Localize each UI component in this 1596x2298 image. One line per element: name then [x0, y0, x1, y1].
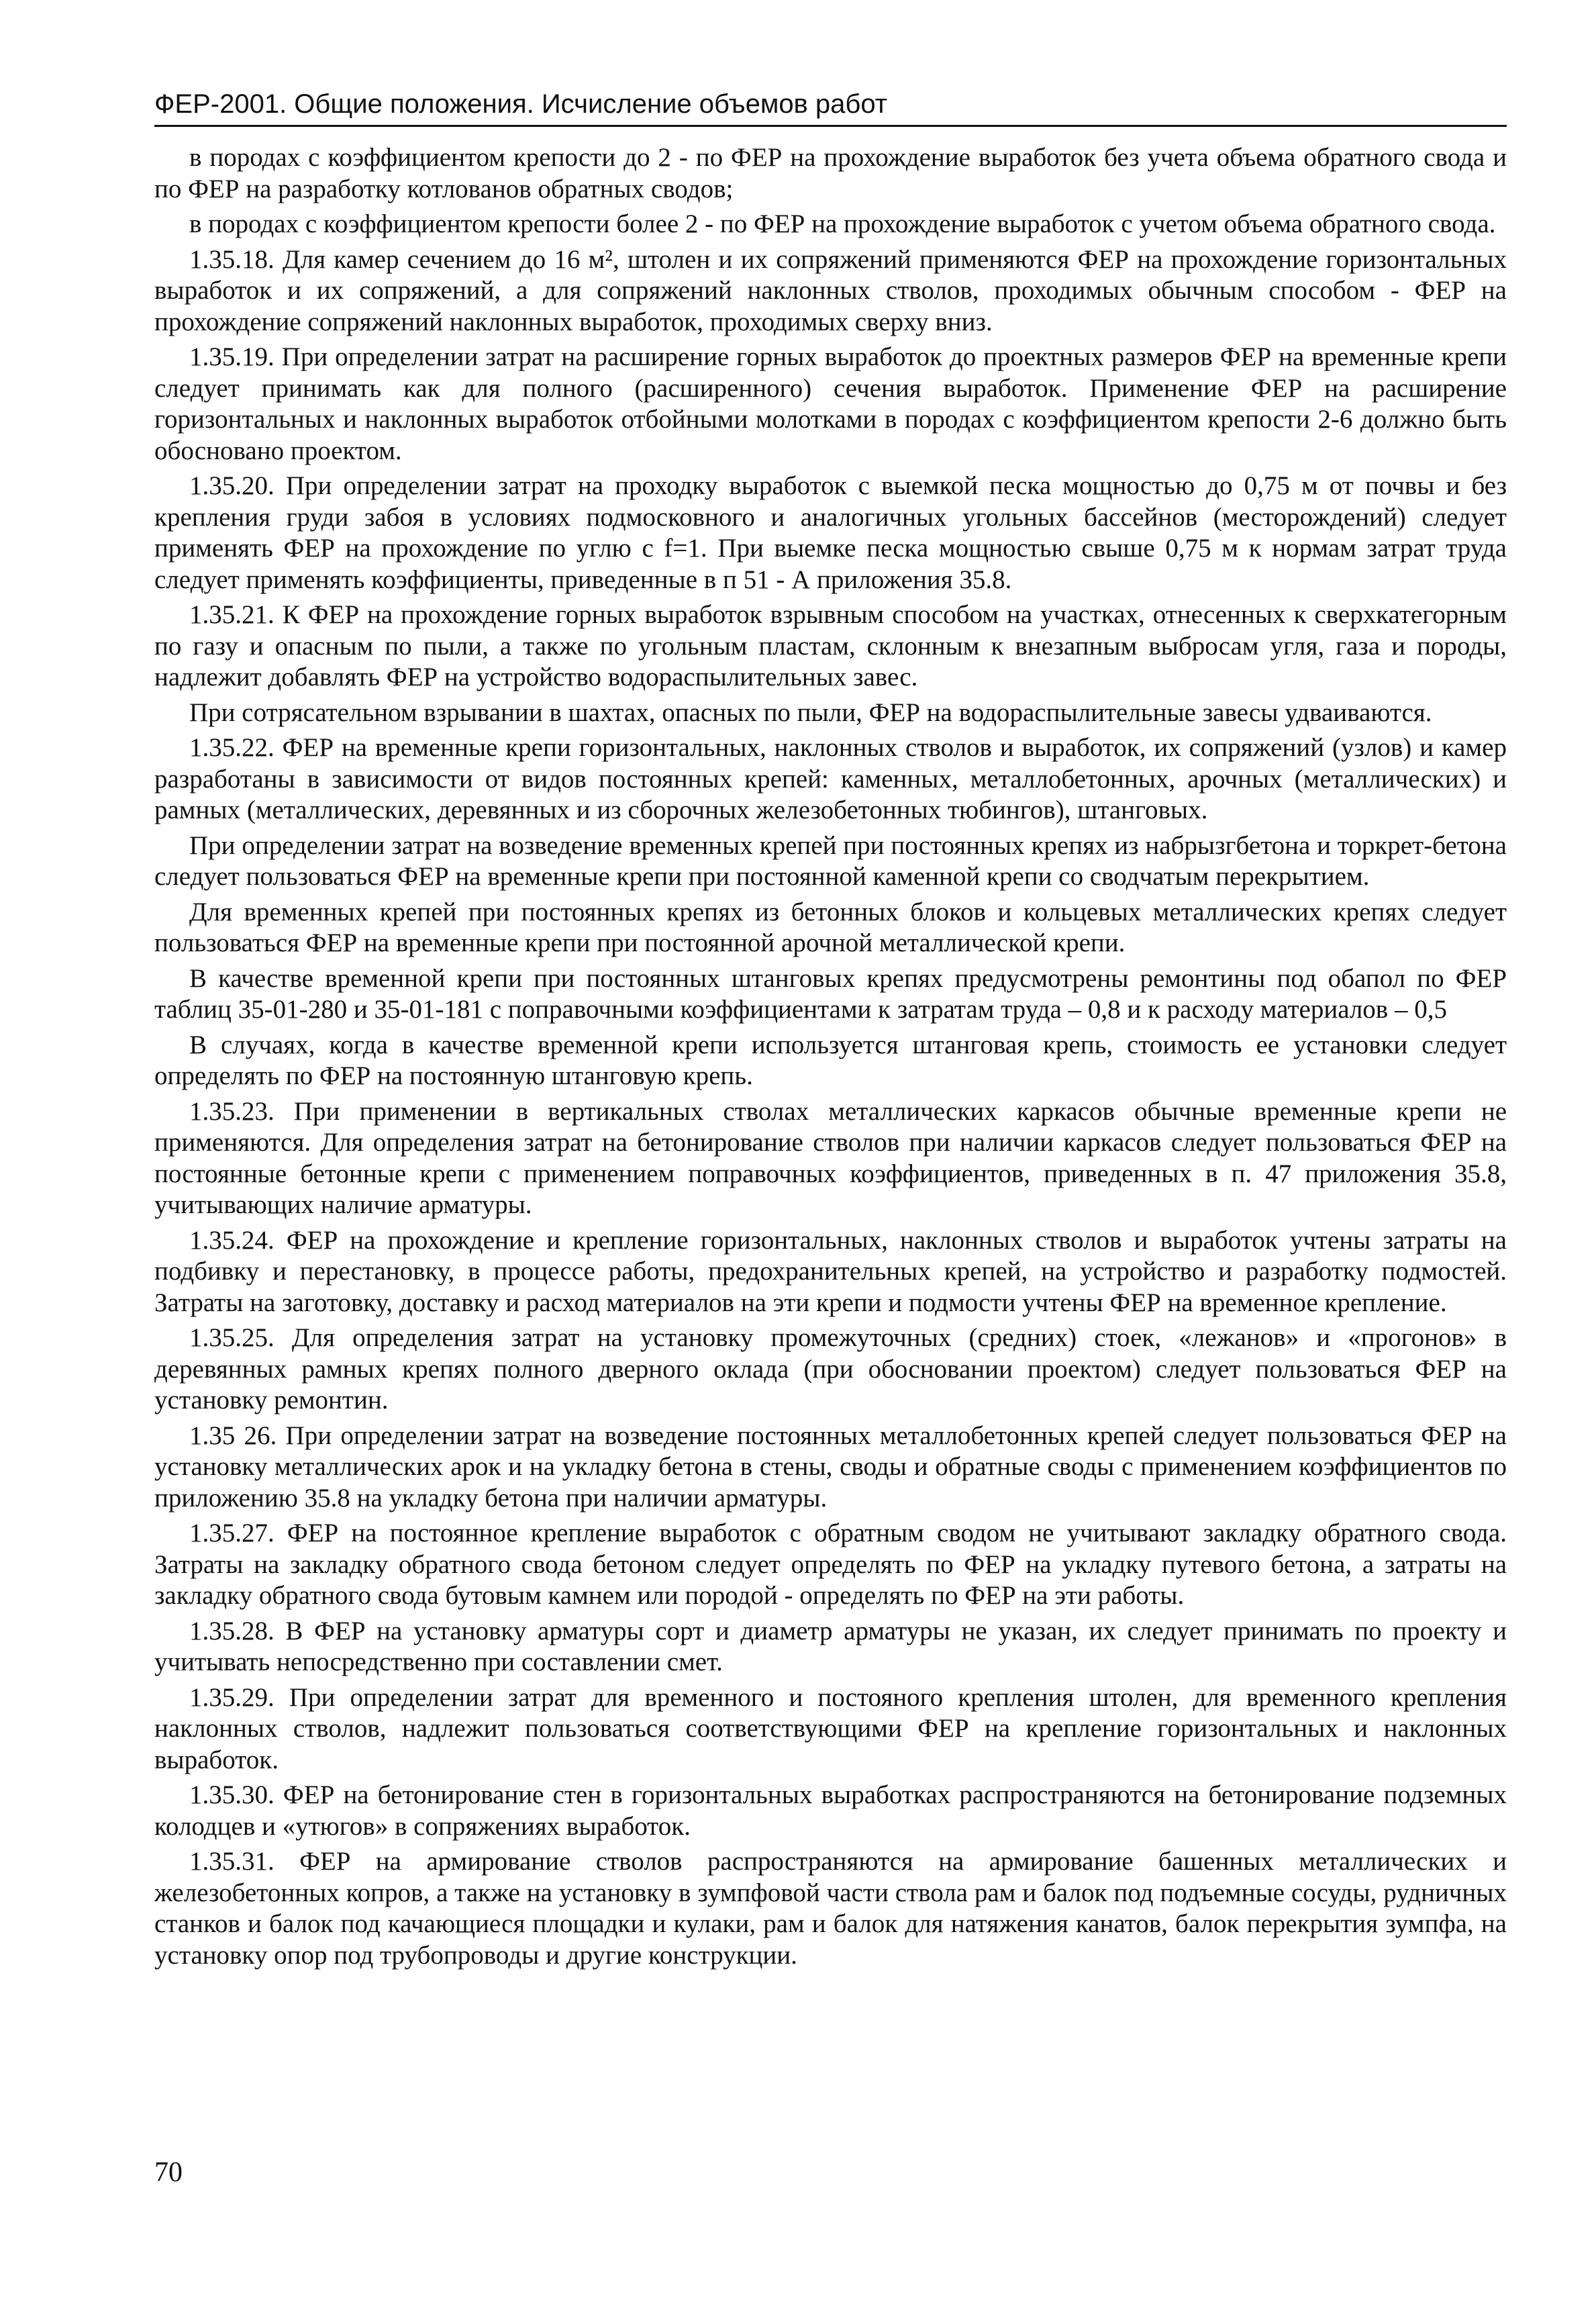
paragraph: В случаях, когда в качестве временной крепи используется штанговая крепь, стоимость ее установки следует определять по ФЕР на постоянную штанговую крепь. [154, 1030, 1507, 1090]
paragraph: 1.35.24. ФЕР на прохождение и крепление горизонтальных, наклонных стволов и выработок учтены затраты на подбивку и перестановку, в процессе работы, предохранительных крепей, на устройство и разработку подмостей. Затраты на заготовку, доставку и расход материалов на эти крепи и подмости учтены ФЕР на временное крепление. [154, 1225, 1507, 1317]
paragraph: Для временных крепей при постоянных крепях из бетонных блоков и кольцевых металлических крепях следует пользоваться ФЕР на временные крепи при постоянной арочной металлической крепи. [154, 897, 1507, 957]
paragraph: 1.35.31. ФЕР на армирование стволов распространяются на армирование башенных металлических и железобетонных копров, а также на установку в зумпфовой части ствола рам и балок под подъемные сосуды, рудничных станков и балок под качающиеся площадки и кулаки, рам и балок для натяжения канатов, балок перекрытия зумпфа, на установку опор под трубопроводы и другие конструкции. [154, 1847, 1507, 1970]
paragraph: 1.35.22. ФЕР на временные крепи горизонтальных, наклонных стволов и выработок, их сопряжений (узлов) и камер разработаны в зависимости от видов постоянных крепей: каменных, металлобетонных, арочных (металлических) и рамных (металлических, деревянных и из сборочных железобетонных тюбингов), штанговых. [154, 733, 1507, 824]
paragraph: 1.35.30. ФЕР на бетонирование стен в горизонтальных выработках распространяются на бетонирование подземных колодцев и «утюгов» в сопряжениях выработок. [154, 1780, 1507, 1841]
paragraph: в породах с коэффициентом крепости более 2 - по ФЕР на прохождение выработок с учетом объема обратного свода. [189, 209, 1496, 238]
paragraph: 1.35.21. К ФЕР на прохождение горных выработок взрывным способом на участках, отнесенных к сверхкатегорным по газу и опасным по пыли, а также по угольным пластам, склонным к внезапным выбросам угля, газа и породы, надлежит добавлять ФЕР на устройство водораспылительных завес. [154, 600, 1507, 691]
paragraph: 1.35.23. При применении в вертикальных стволах металлических каркасов обычные временные крепи не применяются. Для определения затрат на бетонирование стволов при наличии каркасов следует пользоваться ФЕР на постоянные бетонные крепи с применением поправочных коэффициентов, приведенных в п. 47 приложения 35.8, учитывающих наличие арматуры. [154, 1096, 1507, 1219]
paragraph: При определении затрат на возведение временных крепей при постоянных крепях из набрызгбетона и торкрет-бетона следует пользоваться ФЕР на временные крепи при постоянной каменной крепи со сводчатым перекрытием. [154, 830, 1507, 891]
paragraph: 1.35.18. Для камер сечением до 16 м², штолен и их сопряжений применяются ФЕР на прохождение горизонтальных выработок и их сопряжений, а для сопряжений наклонных стволов, проходимых обычным способом - ФЕР на прохождение сопряжений наклонных выработок, проходимых сверху вниз. [154, 244, 1507, 336]
paragraph: При сотрясательном взрывании в шахтах, опасных по пыли, ФЕР на водораспылительные завесы удваиваются. [189, 698, 1432, 727]
page-header [154, 87, 1507, 127]
paragraph: 1.35 26. При определении затрат на возведение постоянных металлобетонных крепей следует пользоваться ФЕР на установку металлических арок и на укладку бетона в стены, своды и обратные своды с применением коэффициентов по приложению 35.8 на укладку бетона при наличии арматуры. [154, 1421, 1507, 1513]
document-title: ФЕР-2001. Общие положения. Исчисление объемов работ [154, 89, 888, 119]
page-number: 70 [154, 2157, 183, 2188]
paragraph: 1.35.19. При определении затрат на расширение горных выработок до проектных размеров ФЕР на временные крепи следует принимать как для полного (расширенного) сечения выработок. Применение ФЕР на расширение горизонтальных и наклонных выработок отбойными молотками в породах с коэффициентом крепости 2-6 должно быть обосновано проектом. [154, 342, 1507, 465]
paragraph: В качестве временной крепи при постоянных штанговых крепях предусмотрены ремонтины под обапол по ФЕР таблиц 35-01-280 и 35-01-181 с поправочными коэффициентами к затратам труда – 0,8 и к расходу материалов – 0,5 [154, 963, 1507, 1024]
paragraph: 1.35.29. При определении затрат для временного и постояного крепления штолен, для временного крепления наклонных стволов, надлежит пользоваться соответствующими ФЕР на крепление горизонтальных и наклонных выработок. [154, 1682, 1507, 1774]
paragraph: 1.35.27. ФЕР на постоянное крепление выработок с обратным сводом не учитывают закладку обратного свода. Затраты на закладку обратного свода бетоном следует определять по ФЕР на укладку путевого бетона, а затраты на закладку обратного свода бутовым камнем или породой - определять по ФЕР на эти работы. [154, 1519, 1507, 1610]
paragraph: 1.35.25. Для определения затрат на установку промежуточных (средних) стоек, «лежанов» и «прогонов» в деревянных рамных крепях полного дверного оклада (при обосновании проектом) следует пользоваться ФЕР на установку ремонтин. [154, 1323, 1507, 1415]
document-body [154, 142, 1507, 1975]
paragraph: в породах с коэффициентом крепости до 2 - по ФЕР на прохождение выработок без учета объема обратного свода и по ФЕР на разработку котлованов обратных сводов; [154, 143, 1507, 203]
paragraph: 1.35.20. При определении затрат на проходку выработок с выемкой песка мощностью до 0,75 м от почвы и без крепления груди забоя в условиях подмосковного и аналогичных угольных бассейнов (месторождений) следует применять ФЕР на прохождение по углю с f=1. При выемке песка мощностью свыше 0,75 м к нормам затрат труда следует применять коэффициенты, приведенные в п 51 - А приложения 35.8. [154, 471, 1507, 594]
paragraph: 1.35.28. В ФЕР на установку арматуры сорт и диаметр арматуры не указан, их следует принимать по проекту и учитывать непосредственно при составлении смет. [154, 1616, 1507, 1676]
